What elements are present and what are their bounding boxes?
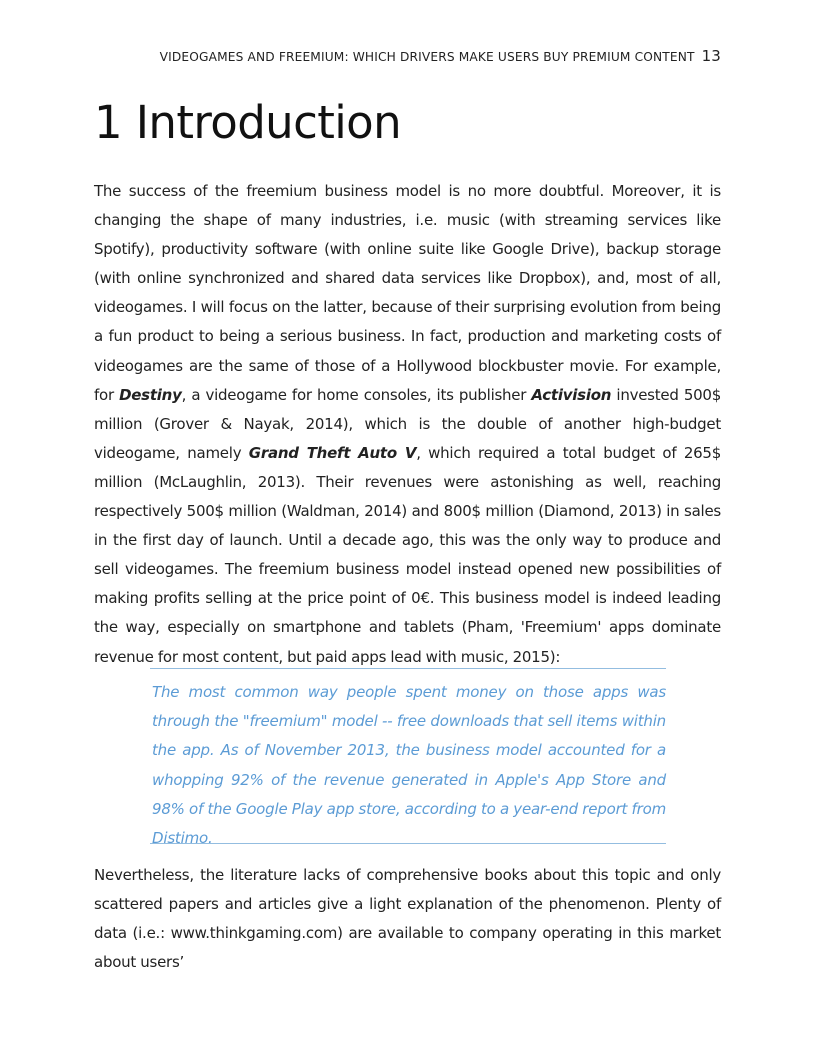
second-paragraph: Nevertheless, the literature lacks of comprehensive books about this topic and only scattered papers and articles give a light explanation of the phenomenon. Plenty of data (i.e.: www.thinkgaming.com) are available to company operating in this market about users’ <box>94 866 721 972</box>
page-number: 13 <box>701 47 721 65</box>
paragraph-text: invested 500$ million (Grover & Nayak, 2014), which is the double of another high-budget videogame, namely <box>94 385 721 462</box>
game-title-destiny: Destiny <box>119 385 182 404</box>
running-header <box>160 47 721 65</box>
block-quote <box>150 668 666 848</box>
running-title: VIDEOGAMES AND FREEMIUM: WHICH DRIVERS MAKE USERS BUY PREMIUM CONTENT <box>159 50 695 64</box>
publisher-activision: Activision <box>531 385 612 404</box>
chapter-title: 1 Introduction <box>94 96 402 149</box>
paragraph-text: , a videogame for home consoles, its publisher <box>181 385 532 404</box>
intro-paragraph <box>94 177 721 672</box>
paragraph-text: , which required a total budget of 265$ million (McLaughlin, 2013). Their revenues were astonishing as well, reaching respectively 500$ million (Waldman, 2014) and 800$ million (Diamond, 2013) in sales in the first day of launch. Until a decade ago, this was the only way to produce and sell videogames. The freemium business model instead opened new possibilities of making profits selling at the price point of 0€. This business model is indeed leading the way, especially on smartphone and tablets (Pham, 'Freemium' apps dominate revenue for most content, but paid apps lead with music, 2015): <box>94 443 721 666</box>
quote-text: The most common way people spent money on those apps was through the "freemium" model -- free downloads that sell items within the app. As of November 2013, the business model accounted for a whopping 92% of the revenue generated in Apple's App Store and 98% of the Google Play app store, according to a year-end report from Distimo. <box>152 683 666 848</box>
paragraph-text: The success of the freemium business model is no more doubtful. Moreover, it is changing the shape of many industries, i.e. music (with streaming services like Spotify), productivity software (with online suite like Google Drive), backup storage (with online synchronized and shared data services like Dropbox), and, most of all, videogames. I will focus on the latter, because of their surprising evolution from being a fun product to being a serious business. In fact, production and marketing costs of videogames are the same of those of a Hollywood blockbuster movie. For example, for <box>94 182 721 404</box>
game-title-gta: Grand Theft Auto V <box>248 443 417 462</box>
